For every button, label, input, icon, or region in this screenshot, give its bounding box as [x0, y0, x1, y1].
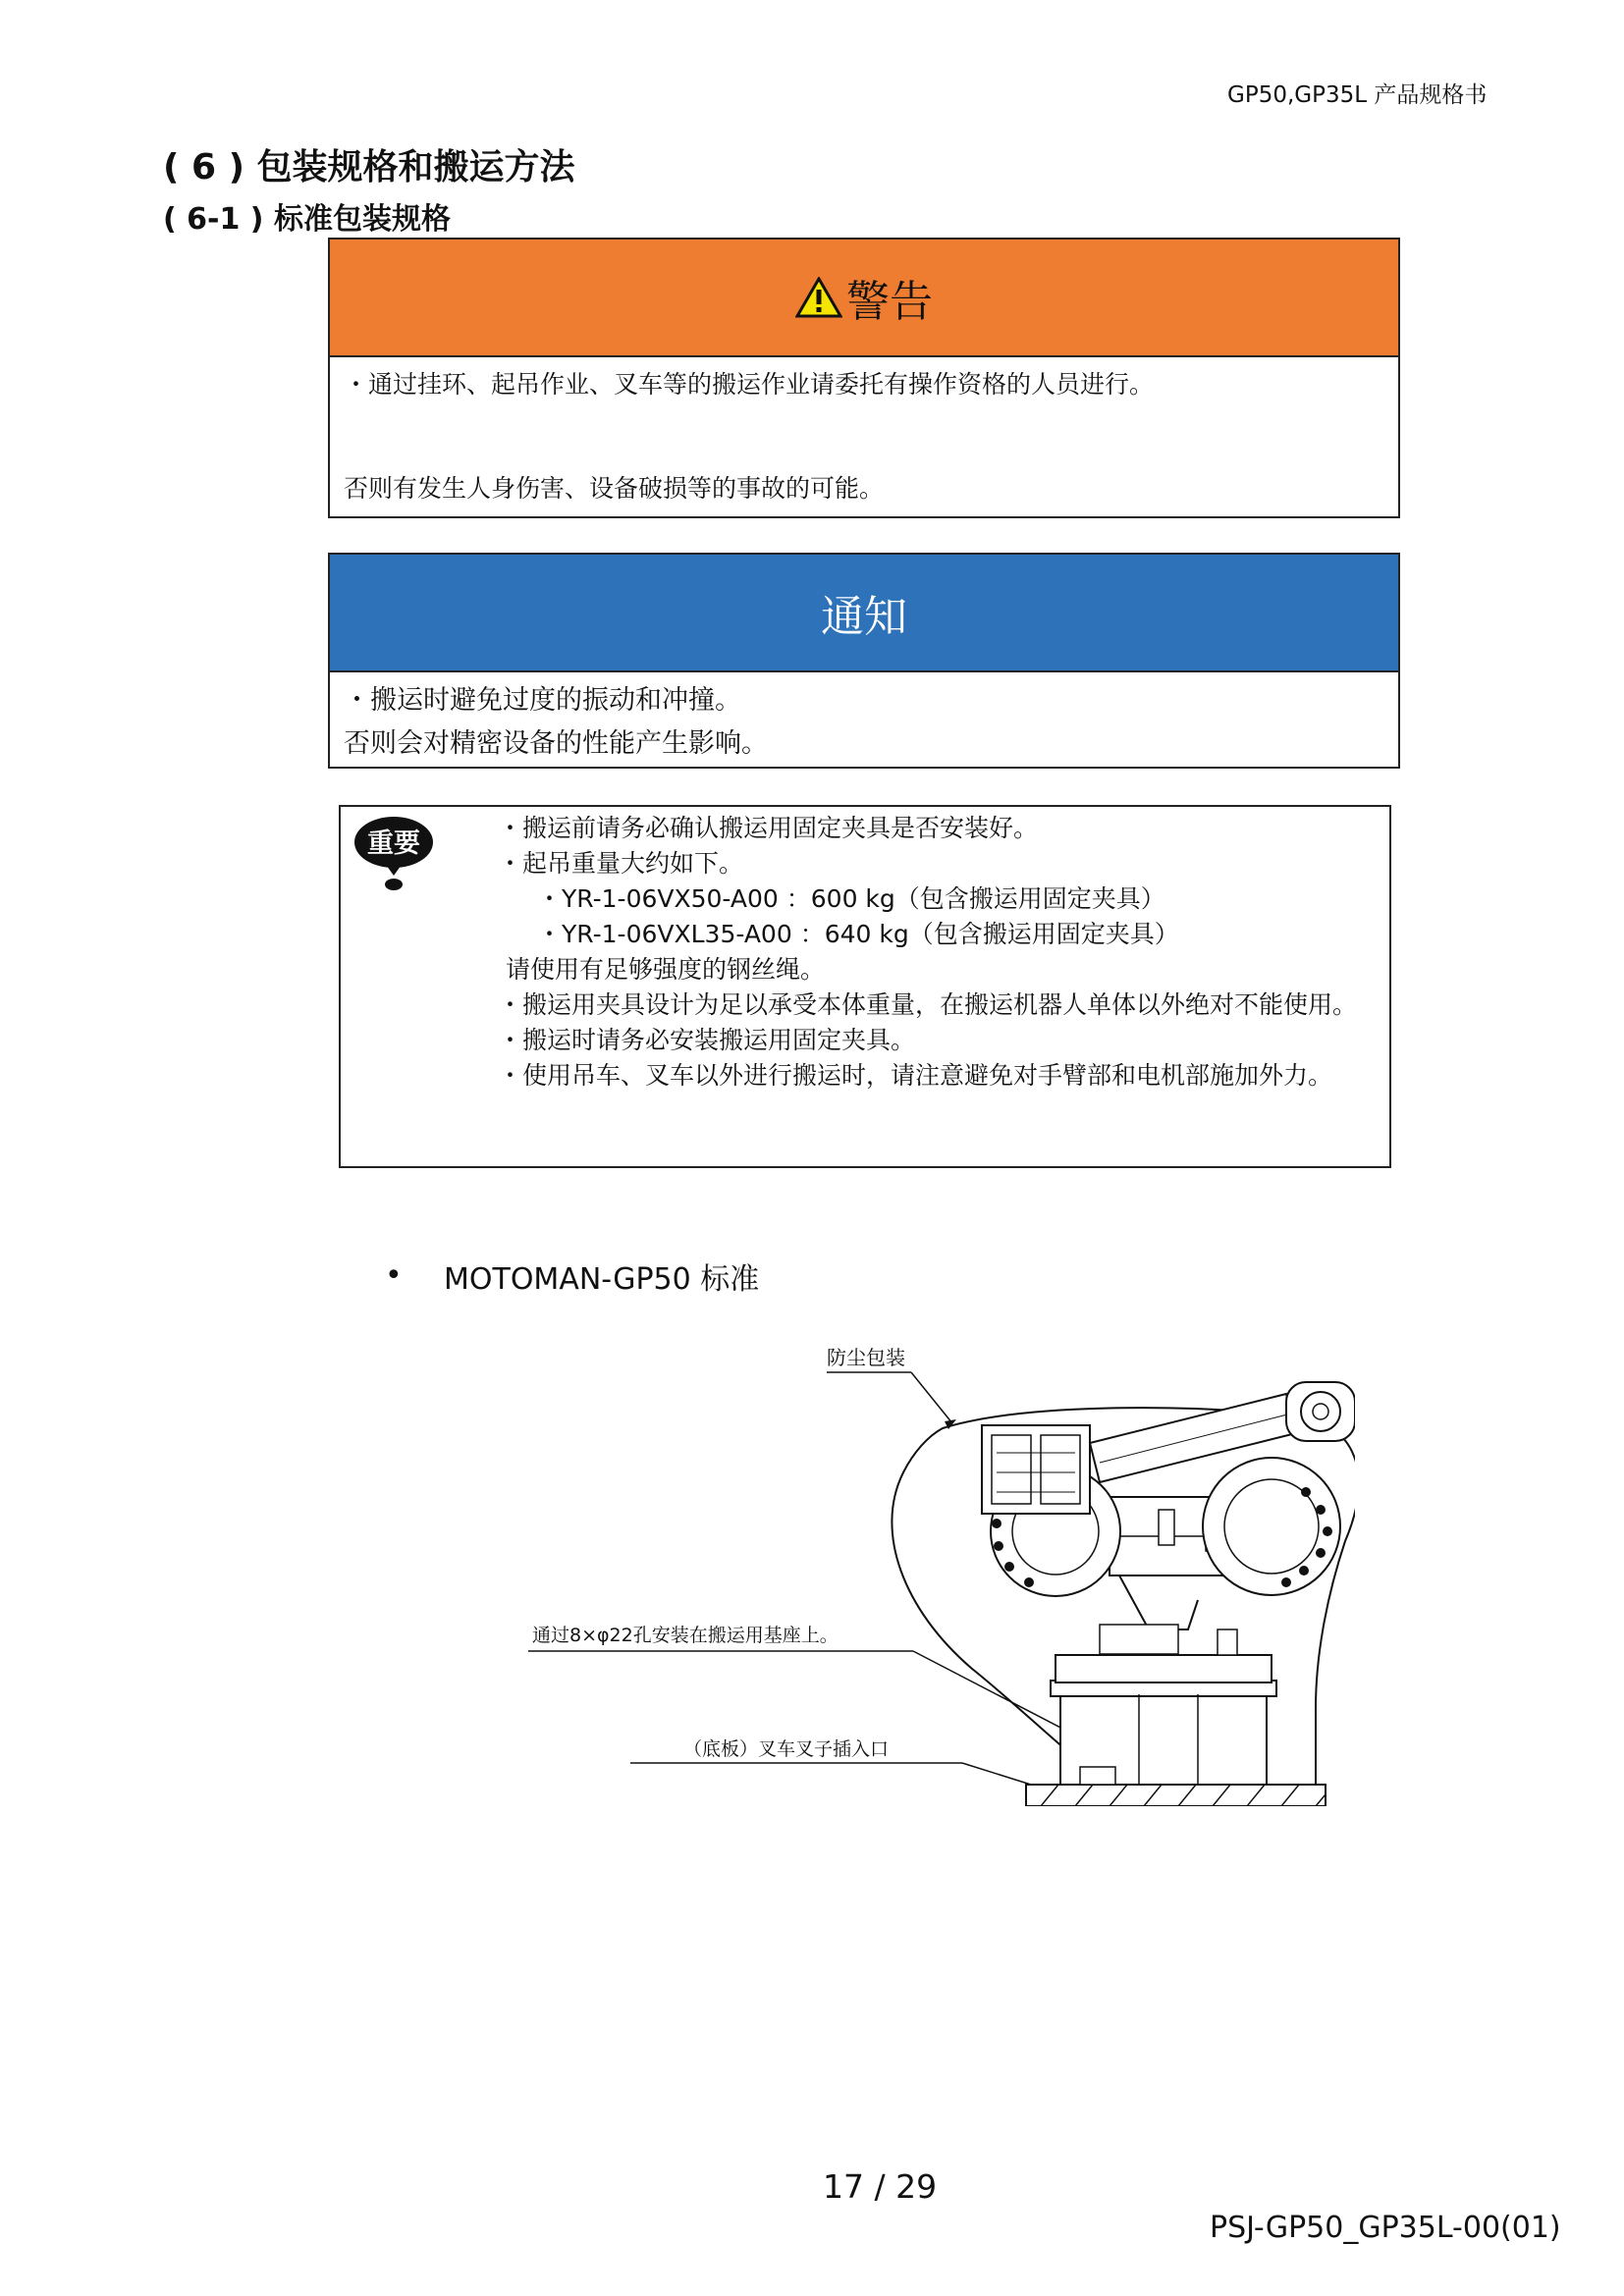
section-subtitle: ( 6-1 ) 标准包装规格 [163, 202, 451, 237]
page-number: 17 / 29 [823, 2167, 938, 2206]
label-mount-holes: 通过8×φ22孔安装在搬运用基座上。 [532, 1625, 839, 1646]
important-line-6: ・搬运用夹具设计为足以承受本体重量，在搬运机器人单体以外绝对不能使用。 [498, 990, 1358, 1019]
document-code: PSJ-GP50_GP35L-00(01) [1210, 2211, 1561, 2245]
important-badge-icon [352, 815, 435, 893]
important-line-7: ・搬运时请务必安装搬运用固定夹具。 [498, 1026, 916, 1054]
warning-header [330, 240, 1398, 357]
important-line-2: ・起吊重量大约如下。 [498, 849, 744, 878]
notice-line-2: 否则会对精密设备的性能产生影响。 [344, 728, 768, 759]
notice-box [328, 553, 1400, 769]
notice-header [330, 555, 1398, 672]
important-line-5: 请使用有足够强度的钢丝绳。 [506, 955, 826, 984]
important-box [339, 805, 1391, 1168]
model-bullet: • [385, 1258, 403, 1293]
warning-box [328, 238, 1400, 518]
notice-line-1: ・搬运时避免过度的振动和冲撞。 [344, 685, 741, 716]
important-line-3: ・YR-1-06VX50-A00 ：600 kg（包含搬运用固定夹具） [537, 884, 1165, 913]
warning-triangle-icon [795, 277, 842, 318]
section-title: ( 6 ) 包装规格和搬运方法 [163, 147, 575, 187]
packaging-figure [511, 1335, 1355, 1806]
doc-header-title: GP50,GP35L 产品规格书 [1227, 82, 1488, 108]
model-label: MOTOMAN-GP50 标准 [444, 1262, 760, 1297]
warning-line-1: ・通过挂环、起吊作业、叉车等的搬运作业请委托有操作资格的人员进行。 [344, 370, 1155, 399]
important-line-8: ・使用吊车、叉车以外进行搬运时，请注意避免对手臂部和电机部施加外力。 [498, 1061, 1333, 1090]
important-line-1: ・搬运前请务必确认搬运用固定夹具是否安装好。 [498, 814, 1039, 842]
notice-title: 通知 [821, 592, 907, 642]
warning-line-2: 否则有发生人身伤害、设备破损等的事故的可能。 [344, 474, 885, 503]
warning-title: 警告 [846, 277, 933, 327]
important-line-4: ・YR-1-06VXL35-A00 ：640 kg（包含搬运用固定夹具） [537, 920, 1179, 948]
important-badge-text: 重要 [367, 828, 420, 859]
label-forklift-inlet: （底板）叉车叉子插入口 [683, 1738, 890, 1760]
label-dust-cover: 防尘包装 [827, 1346, 905, 1369]
